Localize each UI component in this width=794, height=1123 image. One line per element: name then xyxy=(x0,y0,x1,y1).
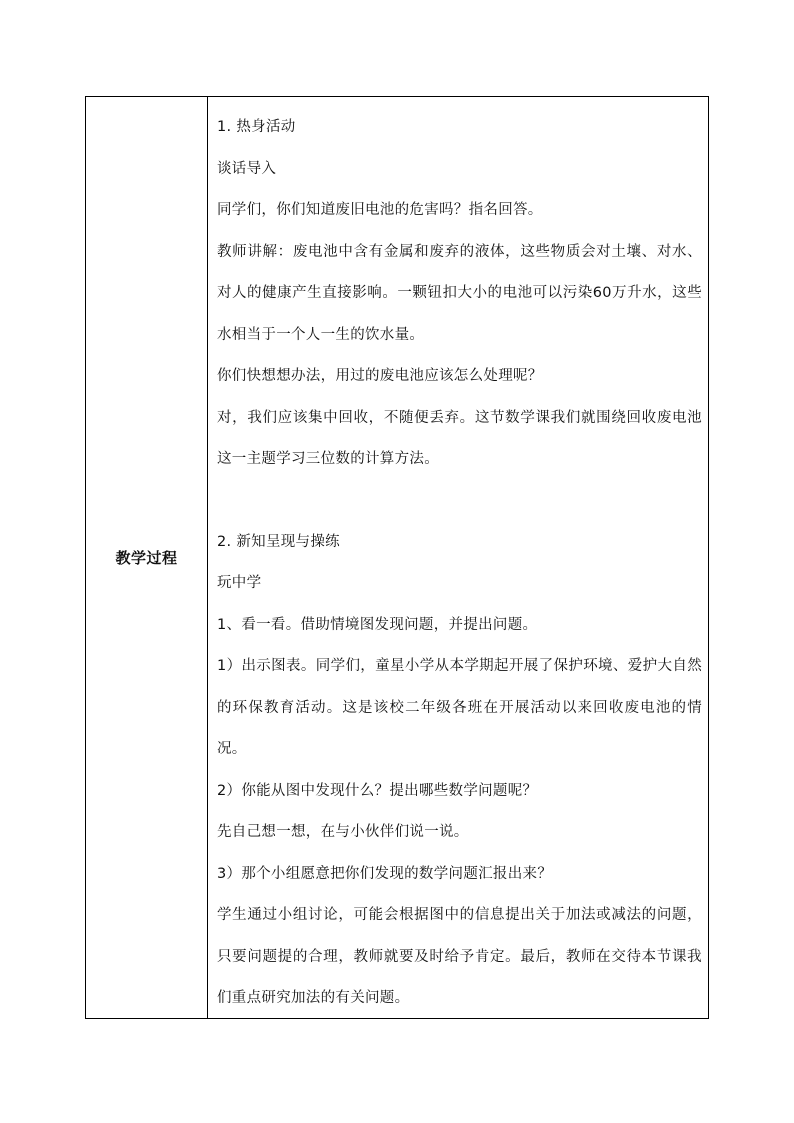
content-cell xyxy=(208,97,708,1018)
row-label: 教学过程 xyxy=(115,549,178,567)
paragraph: 对，我们应该集中回收，不随便丢弃。这节数学课我们就围绕回收废电池这一主题学习三位数的计算方法。 xyxy=(217,409,702,467)
paragraph: 3）那个小组愿意把你们发现的数学问题汇报出来？ xyxy=(217,865,553,882)
paragraph: 1）出示图表。同学们，童星小学从本学期起开展了保护环境、爱护大自然的环保教育活动。这是该校二年级各班在开展活动以来回收废电池的情况。 xyxy=(217,658,702,757)
paragraph: 同学们，你们知道废旧电池的危害吗？指名回答。 xyxy=(217,202,543,218)
paragraph: 玩中学 xyxy=(217,575,262,591)
row-label-cell xyxy=(86,97,208,1018)
paragraph: 教师讲解：废电池中含有金属和废弃的液体，这些物质会对土壤、对水、对人的健康产生直接影响。一颗钮扣大小的电池可以污染60万升水，这些水相当于一个人一生的饮水量。 xyxy=(217,243,702,343)
paragraph: 学生通过小组讨论，可能会根据图中的信息提出关于加法或减法的问题，只要问题提的合理，教师就要及时给予肯定。最后，教师在交待本节课我们重点研究加法的有关问题。 xyxy=(217,907,702,1006)
paragraph: 1、看一看。借助情境图发现问题，并提出问题。 xyxy=(217,616,538,633)
paragraph: 2）你能从图中发现什么？提出哪些数学问题呢？ xyxy=(217,782,538,799)
section-heading-warmup: 1. 热身活动 xyxy=(217,119,296,135)
lesson-plan-table xyxy=(85,96,709,1019)
section-heading-new-knowledge: 2. 新知呈现与操练 xyxy=(217,533,340,550)
paragraph: 你们快想想办法，用过的废电池应该怎么处理呢？ xyxy=(217,368,543,384)
paragraph: 先自己想一想，在与小伙伴们说一说。 xyxy=(217,824,469,840)
paragraph: 谈话导入 xyxy=(217,160,277,177)
blank-line xyxy=(217,481,702,522)
